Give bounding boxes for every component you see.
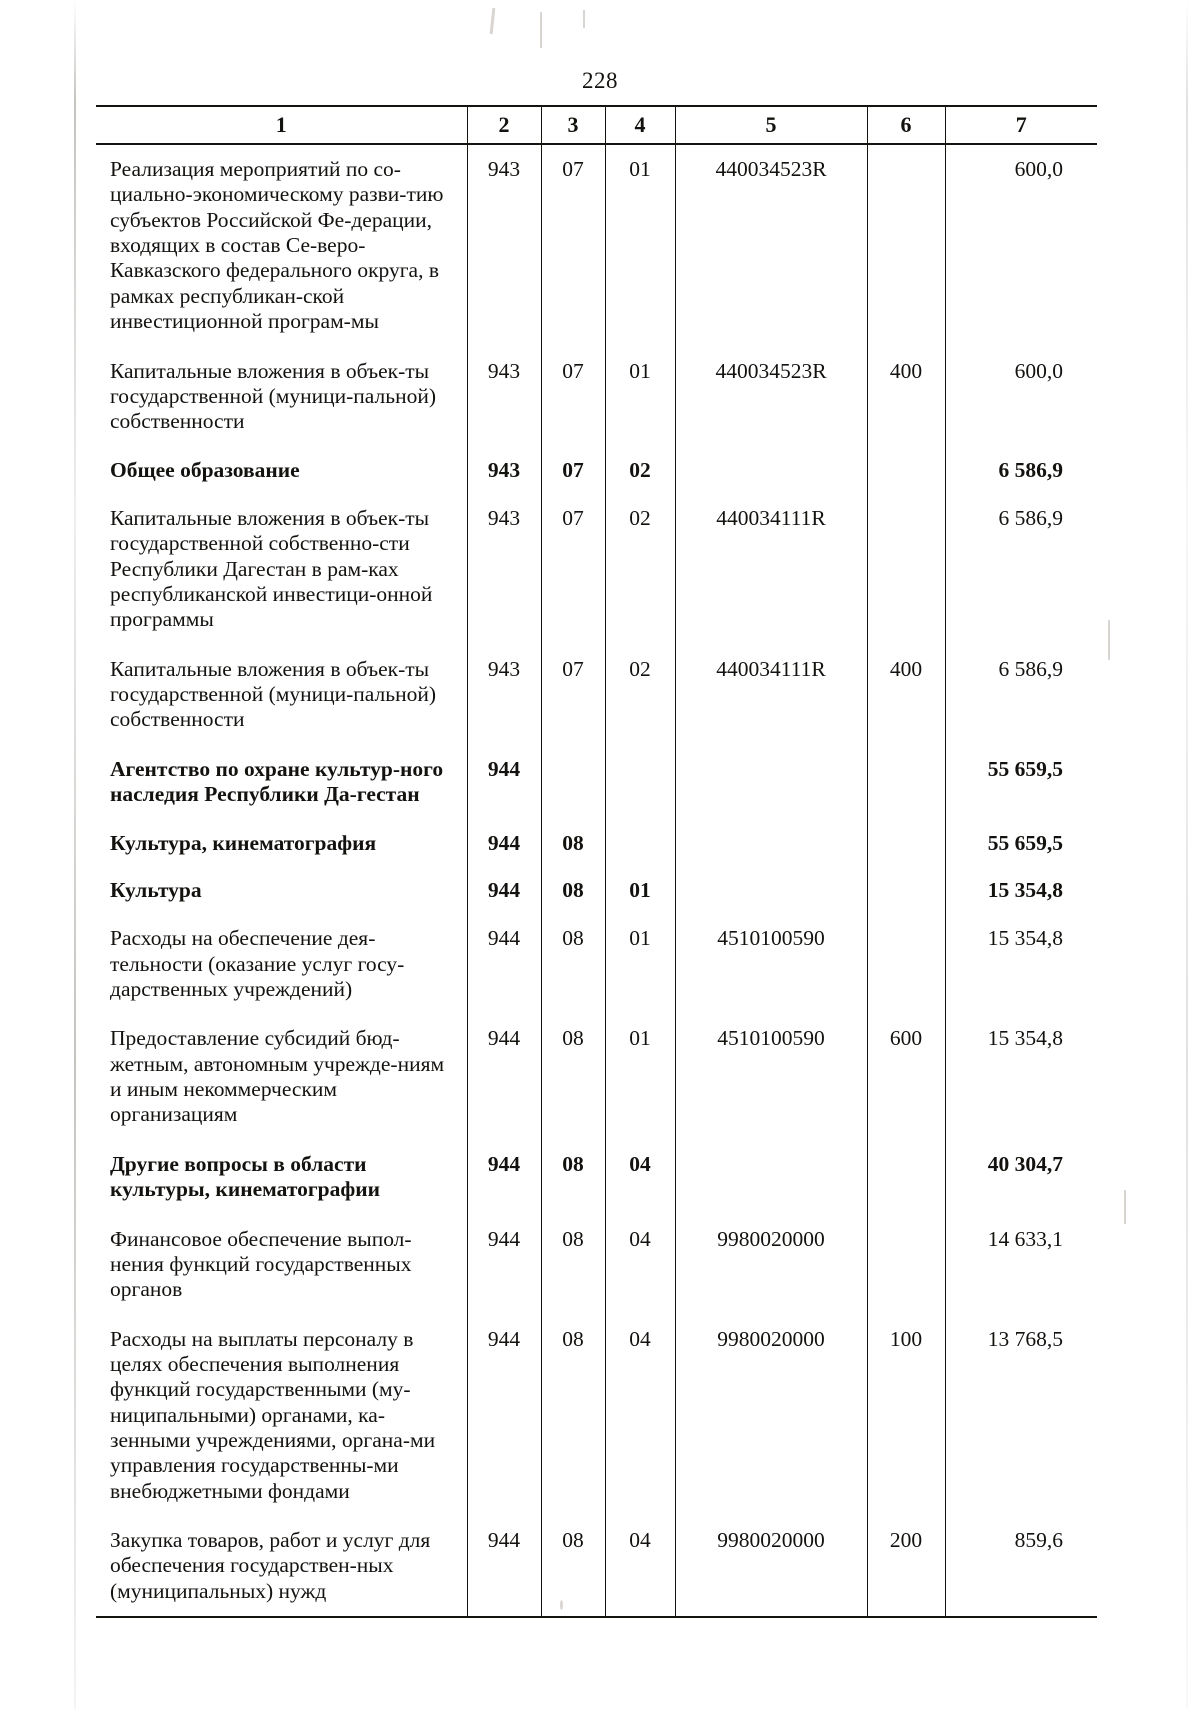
row-name-cell: Культура <box>110 877 202 902</box>
row-amount-cell-wrap <box>945 1516 1097 1617</box>
row-amount-cell-wrap <box>945 745 1097 820</box>
row-target-item-cell-wrap <box>675 447 867 494</box>
row-chapter-cell-wrap <box>467 867 541 914</box>
row-target-item-cell <box>676 820 867 842</box>
row-subsection-cell-wrap <box>605 1014 675 1139</box>
row-subsection-cell: 02 <box>629 457 651 482</box>
row-subsection-cell-wrap <box>605 645 675 745</box>
row-name-cell-wrap <box>96 645 467 745</box>
row-section-cell: 08 <box>562 926 584 951</box>
row-expense-type-cell <box>868 745 945 769</box>
row-chapter-cell-wrap <box>467 645 541 745</box>
row-section-cell-wrap <box>541 914 605 1014</box>
row-amount-cell: 13 768,5 <box>987 1326 1063 1351</box>
row-amount-cell-wrap <box>945 867 1097 914</box>
row-name-cell-wrap <box>96 1140 467 1215</box>
row-expense-type-cell: 100 <box>889 1326 923 1351</box>
row-target-item-cell: 4510100590 <box>717 1026 825 1051</box>
row-chapter-cell: 944 <box>487 926 521 951</box>
row-expense-type-cell-wrap <box>867 1215 945 1315</box>
row-chapter-cell: 944 <box>487 1226 521 1251</box>
row-subsection-cell-wrap <box>605 1215 675 1315</box>
row-chapter-cell-wrap <box>467 347 541 447</box>
scan-speck <box>490 8 496 34</box>
table-row <box>96 1140 1097 1215</box>
row-amount-cell: 600,0 <box>1014 157 1063 181</box>
row-name-cell: Общее образование <box>110 457 300 482</box>
row-name-cell-wrap <box>96 1315 467 1517</box>
row-chapter-cell: 944 <box>487 877 521 902</box>
row-section-cell: 08 <box>562 1528 584 1553</box>
table-row <box>96 645 1097 745</box>
row-section-cell: 08 <box>562 877 584 902</box>
row-subsection-cell: 01 <box>629 877 651 902</box>
row-section-cell: 08 <box>562 830 584 855</box>
row-amount-cell: 600,0 <box>1014 358 1063 383</box>
row-chapter-cell-wrap <box>467 1315 541 1517</box>
table-row <box>96 1315 1097 1517</box>
budget-table-container <box>96 105 1097 1618</box>
table-row <box>96 820 1097 867</box>
row-expense-type-cell <box>868 914 945 938</box>
row-expense-type-cell-wrap <box>867 144 945 347</box>
row-amount-cell: 40 304,7 <box>987 1151 1063 1176</box>
row-name-cell-wrap <box>96 914 467 1014</box>
row-name-cell-wrap <box>96 447 467 494</box>
row-section-cell: 08 <box>562 1326 584 1351</box>
row-amount-cell: 6 586,9 <box>998 656 1063 681</box>
row-amount-cell: 55 659,5 <box>987 756 1063 781</box>
row-subsection-cell <box>606 820 675 842</box>
row-amount-cell-wrap <box>945 447 1097 494</box>
row-section-cell: 07 <box>562 358 584 383</box>
row-name-cell: Агентство по охране культур-ного наследия Республики Да-гестан <box>110 756 444 807</box>
row-expense-type-cell-wrap <box>867 1140 945 1215</box>
row-name-cell-wrap <box>96 494 467 645</box>
row-chapter-cell: 943 <box>487 157 521 181</box>
row-expense-type-cell: 200 <box>889 1528 923 1553</box>
row-subsection-cell-wrap <box>605 1516 675 1617</box>
row-subsection-cell-wrap <box>605 914 675 1014</box>
table-row <box>96 1014 1097 1139</box>
row-subsection-cell-wrap <box>605 820 675 867</box>
row-subsection-cell: 04 <box>629 1226 651 1251</box>
table-row <box>96 347 1097 447</box>
row-target-item-cell: 9980020000 <box>717 1528 825 1553</box>
row-target-item-cell: 4510100590 <box>717 926 825 951</box>
row-target-item-cell-wrap <box>675 347 867 447</box>
row-expense-type-cell-wrap <box>867 1516 945 1617</box>
row-chapter-cell: 944 <box>487 1326 521 1351</box>
row-target-item-cell-wrap <box>675 1315 867 1517</box>
row-name-cell: Финансовое обеспечение выпол-нения функций государственных органов <box>110 1226 412 1302</box>
row-name-cell-wrap <box>96 1215 467 1315</box>
row-amount-cell-wrap <box>945 347 1097 447</box>
row-section-cell-wrap <box>541 144 605 347</box>
row-name-cell-wrap <box>96 144 467 347</box>
table-row <box>96 1516 1097 1617</box>
scan-edge-left <box>74 0 76 1709</box>
row-name-cell: Предоставление субсидий бюд-жетным, автономным учрежде-ниям и иным некоммерческим организациям <box>110 1026 445 1127</box>
row-name-cell: Капитальные вложения в объек-ты государственной собственно-сти Республики Дагестан в рам-ках республиканской инвестици-онной программы <box>110 505 433 632</box>
row-chapter-cell-wrap <box>467 447 541 494</box>
row-subsection-cell-wrap <box>605 447 675 494</box>
row-target-item-cell-wrap <box>675 645 867 745</box>
row-section-cell-wrap <box>541 1215 605 1315</box>
row-subsection-cell: 04 <box>629 1528 651 1553</box>
row-target-item-cell-wrap <box>675 745 867 820</box>
table-row <box>96 144 1097 347</box>
row-name-cell: Капитальные вложения в объек-ты государственной (муници-пальной) собственности <box>110 358 436 434</box>
row-subsection-cell-wrap <box>605 1315 675 1517</box>
row-section-cell: 07 <box>562 505 584 530</box>
row-target-item-cell-wrap <box>675 1215 867 1315</box>
table-row <box>96 447 1097 494</box>
row-subsection-cell <box>606 745 675 769</box>
row-amount-cell: 15 354,8 <box>987 877 1063 902</box>
table-row <box>96 745 1097 820</box>
row-amount-cell-wrap <box>945 820 1097 867</box>
row-target-item-cell-wrap <box>675 144 867 347</box>
row-target-item-cell-wrap <box>675 1140 867 1215</box>
row-expense-type-cell <box>868 1140 945 1164</box>
row-chapter-cell: 943 <box>487 457 521 482</box>
row-chapter-cell-wrap <box>467 1215 541 1315</box>
row-section-cell-wrap <box>541 645 605 745</box>
row-name-cell: Капитальные вложения в объек-ты государственной (муници-пальной) собственности <box>110 656 436 732</box>
row-target-item-cell-wrap <box>675 1516 867 1617</box>
row-name-cell: Закупка товаров, работ и услуг для обеспечения государствен-ных (муниципальных) нужд <box>110 1528 431 1603</box>
row-expense-type-cell-wrap <box>867 914 945 1014</box>
row-chapter-cell-wrap <box>467 144 541 347</box>
row-section-cell-wrap <box>541 494 605 645</box>
row-chapter-cell-wrap <box>467 1014 541 1139</box>
row-amount-cell-wrap <box>945 1140 1097 1215</box>
row-chapter-cell: 944 <box>487 830 521 855</box>
row-expense-type-cell-wrap <box>867 447 945 494</box>
row-expense-type-cell <box>868 447 945 469</box>
column-number-row <box>96 106 1097 144</box>
budget-table <box>96 105 1097 1618</box>
row-target-item-cell: 440034523R <box>715 157 827 181</box>
scan-speck <box>583 10 585 28</box>
column-header-4: 4 <box>605 106 675 144</box>
row-section-cell: 07 <box>562 157 584 181</box>
row-section-cell-wrap <box>541 1014 605 1139</box>
row-chapter-cell: 944 <box>487 756 521 781</box>
row-target-item-cell: 9980020000 <box>717 1326 825 1351</box>
row-amount-cell: 55 659,5 <box>987 830 1063 855</box>
row-chapter-cell: 943 <box>487 358 521 383</box>
row-subsection-cell-wrap <box>605 494 675 645</box>
row-subsection-cell-wrap <box>605 347 675 447</box>
row-target-item-cell-wrap <box>675 820 867 867</box>
row-name-cell: Расходы на обеспечение дея-тельности (оказание услуг госу-дарственных учреждений) <box>110 926 405 1001</box>
row-name-cell: Реализация мероприятий по со-циально-экономическому разви-тию субъектов Российской Фе-дерации, входящих в состав Се-веро-Кавказского федерального округа, в рамках республикан-ской инвестиционной програм-мы <box>110 157 444 334</box>
row-section-cell-wrap <box>541 1516 605 1617</box>
row-name-cell-wrap <box>96 867 467 914</box>
page-number: 228 <box>582 68 618 93</box>
row-chapter-cell-wrap <box>467 914 541 1014</box>
row-amount-cell-wrap <box>945 645 1097 745</box>
row-target-item-cell: 9980020000 <box>717 1226 825 1251</box>
row-section-cell-wrap <box>541 1140 605 1215</box>
row-expense-type-cell-wrap <box>867 347 945 447</box>
row-subsection-cell: 04 <box>629 1151 651 1176</box>
row-subsection-cell: 01 <box>629 358 651 383</box>
row-expense-type-cell <box>868 820 945 842</box>
scan-speck <box>540 12 542 48</box>
row-expense-type-cell: 400 <box>889 656 923 681</box>
row-chapter-cell-wrap <box>467 1140 541 1215</box>
row-amount-cell: 14 633,1 <box>987 1226 1063 1251</box>
row-name-cell: Культура, кинематография <box>110 830 377 855</box>
row-chapter-cell-wrap <box>467 820 541 867</box>
row-chapter-cell-wrap <box>467 745 541 820</box>
row-subsection-cell: 02 <box>629 505 651 530</box>
row-amount-cell-wrap <box>945 494 1097 645</box>
row-target-item-cell-wrap <box>675 1014 867 1139</box>
row-amount-cell: 6 586,9 <box>998 505 1063 530</box>
row-subsection-cell-wrap <box>605 1140 675 1215</box>
row-section-cell: 07 <box>562 656 584 681</box>
row-amount-cell-wrap <box>945 144 1097 347</box>
scan-edge-right <box>1186 0 1188 1709</box>
row-amount-cell-wrap <box>945 1014 1097 1139</box>
row-expense-type-cell <box>868 494 945 518</box>
column-header-5: 5 <box>675 106 867 144</box>
row-name-cell-wrap <box>96 745 467 820</box>
table-body <box>96 144 1097 1617</box>
row-target-item-cell-wrap <box>675 494 867 645</box>
row-expense-type-cell-wrap <box>867 820 945 867</box>
row-expense-type-cell-wrap <box>867 1014 945 1139</box>
row-amount-cell-wrap <box>945 1315 1097 1517</box>
row-section-cell-wrap <box>541 1315 605 1517</box>
row-expense-type-cell <box>868 1215 945 1239</box>
row-name-cell-wrap <box>96 820 467 867</box>
row-section-cell-wrap <box>541 820 605 867</box>
row-section-cell: 08 <box>562 1026 584 1051</box>
scan-speck <box>1124 1190 1126 1224</box>
row-chapter-cell: 943 <box>487 656 521 681</box>
row-target-item-cell: 440034111R <box>716 505 826 530</box>
row-subsection-cell-wrap <box>605 867 675 914</box>
row-section-cell: 08 <box>562 1151 584 1176</box>
table-head <box>96 106 1097 144</box>
row-chapter-cell: 944 <box>487 1151 521 1176</box>
row-subsection-cell: 02 <box>629 656 651 681</box>
column-header-3: 3 <box>541 106 605 144</box>
row-expense-type-cell-wrap <box>867 867 945 914</box>
row-target-item-cell-wrap <box>675 914 867 1014</box>
table-row <box>96 914 1097 1014</box>
row-amount-cell: 15 354,8 <box>987 926 1063 951</box>
row-target-item-cell: 440034523R <box>715 358 827 383</box>
row-subsection-cell: 04 <box>629 1326 651 1351</box>
row-section-cell-wrap <box>541 447 605 494</box>
column-header-1: 1 <box>96 106 467 144</box>
row-expense-type-cell <box>868 145 945 169</box>
row-target-item-cell <box>676 867 867 889</box>
table-row <box>96 1215 1097 1315</box>
row-name-cell-wrap <box>96 1014 467 1139</box>
row-chapter-cell-wrap <box>467 1516 541 1617</box>
row-subsection-cell: 01 <box>629 926 651 951</box>
row-expense-type-cell: 600 <box>889 1026 923 1051</box>
row-name-cell-wrap <box>96 347 467 447</box>
row-subsection-cell: 01 <box>629 157 651 181</box>
row-section-cell-wrap <box>541 745 605 820</box>
row-amount-cell: 15 354,8 <box>987 1026 1063 1051</box>
row-subsection-cell-wrap <box>605 144 675 347</box>
row-amount-cell-wrap <box>945 914 1097 1014</box>
row-expense-type-cell-wrap <box>867 745 945 820</box>
row-subsection-cell: 01 <box>629 1026 651 1051</box>
row-target-item-cell <box>676 745 867 769</box>
row-amount-cell: 6 586,9 <box>998 457 1063 482</box>
row-amount-cell-wrap <box>945 1215 1097 1315</box>
row-expense-type-cell-wrap <box>867 1315 945 1517</box>
column-header-6: 6 <box>867 106 945 144</box>
row-chapter-cell-wrap <box>467 494 541 645</box>
row-section-cell-wrap <box>541 867 605 914</box>
row-section-cell: 07 <box>562 457 584 482</box>
row-amount-cell: 859,6 <box>1014 1528 1063 1553</box>
row-section-cell-wrap <box>541 347 605 447</box>
column-header-2: 2 <box>467 106 541 144</box>
row-target-item-cell: 440034111R <box>716 656 826 681</box>
row-subsection-cell-wrap <box>605 745 675 820</box>
row-name-cell: Расходы на выплаты персоналу в целях обеспечения выполнения функций государственными (му-ниципальными) органами, ка-зенными учреждениями, органа-ми управления государственны-ми внебюджетными фондами <box>110 1326 436 1503</box>
scan-speck <box>1108 620 1110 660</box>
row-expense-type-cell-wrap <box>867 494 945 645</box>
row-chapter-cell: 944 <box>487 1528 521 1553</box>
row-expense-type-cell <box>868 867 945 889</box>
row-section-cell <box>542 745 605 769</box>
row-chapter-cell: 943 <box>487 505 521 530</box>
column-header-7: 7 <box>945 106 1097 144</box>
row-name-cell: Другие вопросы в области культуры, кинематографии <box>110 1151 380 1202</box>
row-expense-type-cell-wrap <box>867 645 945 745</box>
table-row <box>96 494 1097 645</box>
row-target-item-cell <box>676 447 867 469</box>
row-chapter-cell: 944 <box>487 1026 521 1051</box>
row-target-item-cell <box>676 1140 867 1164</box>
table-row <box>96 867 1097 914</box>
row-expense-type-cell: 400 <box>889 358 923 383</box>
row-target-item-cell-wrap <box>675 867 867 914</box>
row-section-cell: 08 <box>562 1226 584 1251</box>
row-name-cell-wrap <box>96 1516 467 1617</box>
